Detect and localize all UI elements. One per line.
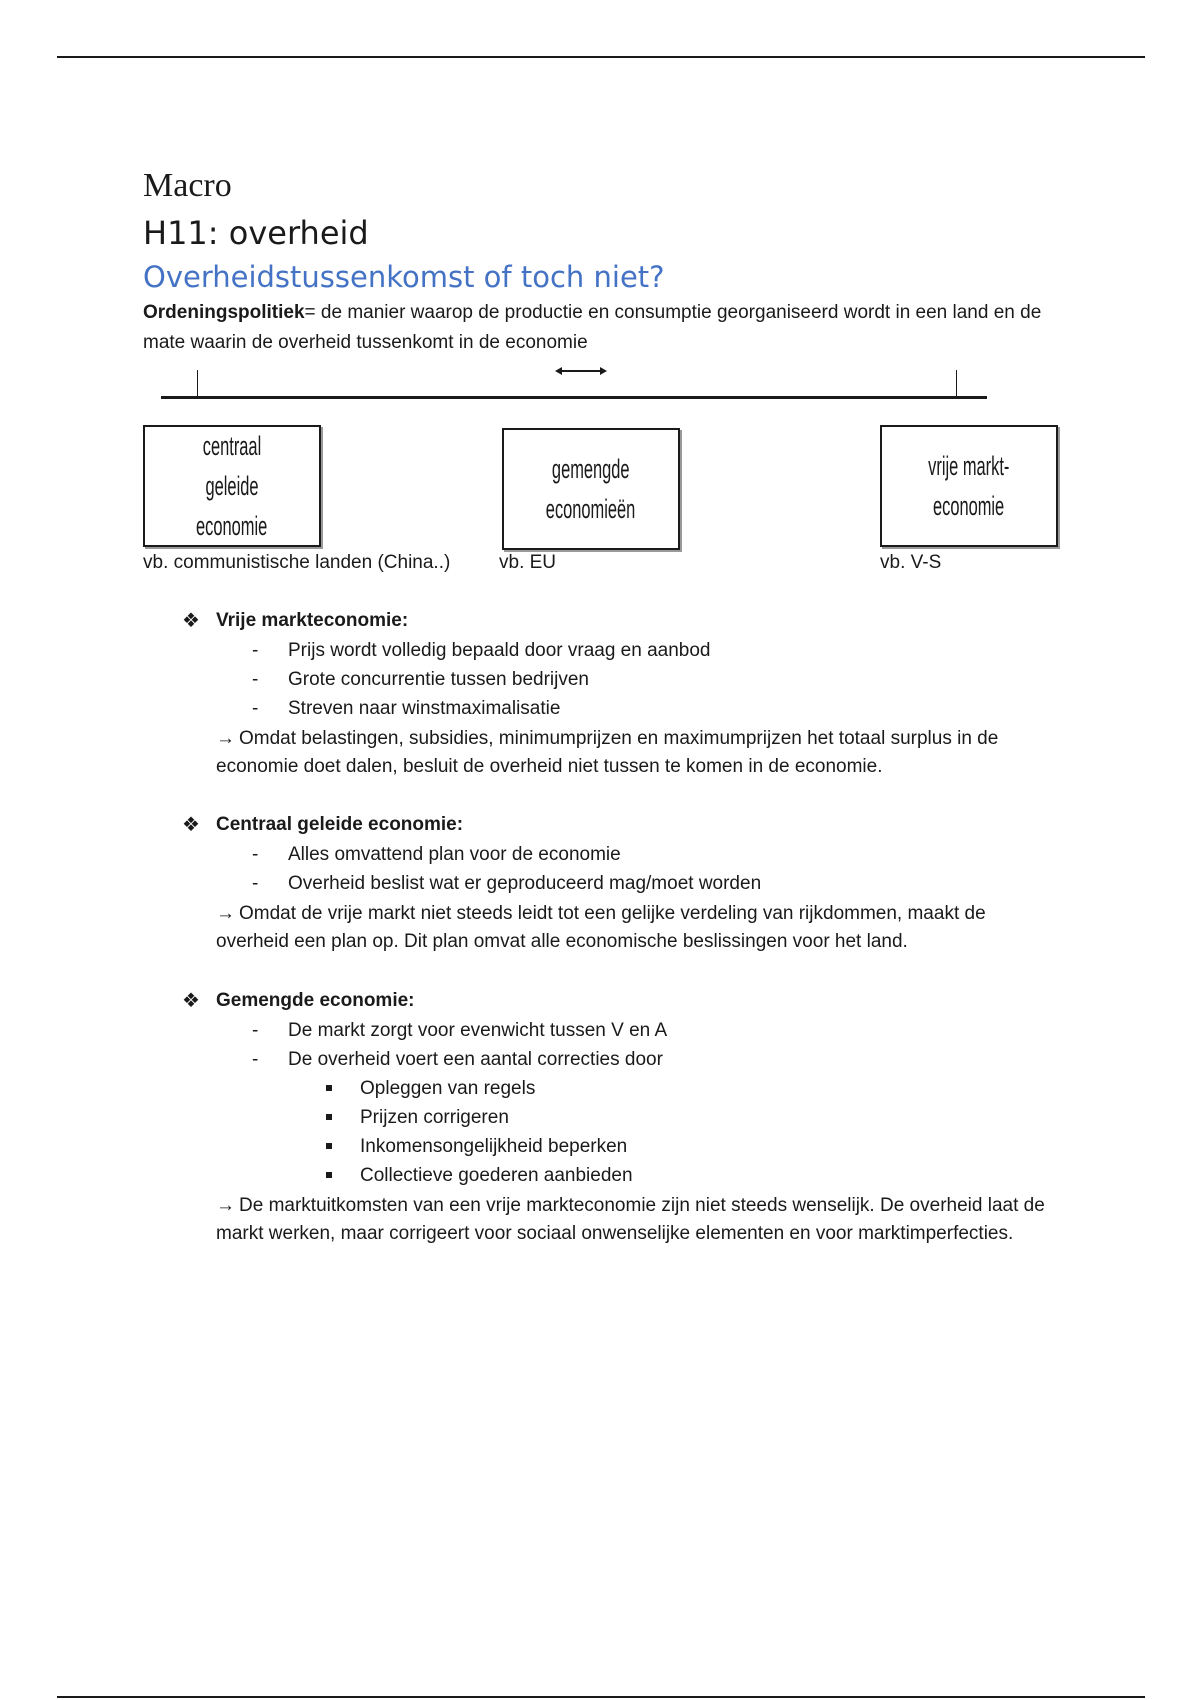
list-item: [180, 869, 1060, 898]
list-item: [180, 636, 1060, 665]
list-item: [180, 665, 1060, 694]
list-item-text: Streven naar winstmaximalisatie: [288, 698, 561, 719]
spectrum-line: [161, 396, 987, 399]
diamond-bullet-icon: ❖: [182, 610, 200, 632]
dash-bullet: -: [252, 1020, 259, 1041]
section-heading: Overheidstussenkomst of toch niet?: [143, 260, 665, 294]
section-conclusion: [216, 725, 1056, 781]
list-item: [180, 840, 1060, 869]
list-item-text: De overheid voert een aantal correcties door: [288, 1049, 663, 1070]
arrow-right-icon: →: [216, 728, 235, 749]
double-arrow-icon: [555, 364, 607, 378]
square-bullet-icon: [326, 1085, 332, 1091]
section-title: Centraal geleide economie:: [216, 814, 464, 835]
section-title: Gemengde economie:: [216, 990, 415, 1011]
box-line: economieën: [546, 494, 636, 524]
sub-list-item-text: Prijzen corrigeren: [360, 1107, 509, 1128]
square-bullet-icon: [326, 1172, 332, 1178]
document-title: Macro: [143, 167, 232, 204]
box-line: centraal geleide: [202, 431, 262, 501]
spectrum-box-gemengd: [502, 428, 680, 550]
sub-list-item-text: Inkomensongelijkheid beperken: [360, 1136, 628, 1157]
definition-term: Ordeningspolitiek: [143, 302, 305, 323]
square-bullet-icon: [326, 1143, 332, 1149]
dash-bullet: -: [252, 640, 259, 661]
list-item-text: Alles omvattend plan voor de economie: [288, 844, 621, 865]
list-item-text: Prijs wordt volledig bepaald door vraag en aanbod: [288, 640, 711, 661]
sub-list-item: [180, 1161, 1060, 1190]
spectrum-tick-left: [197, 370, 198, 396]
dash-bullet: -: [252, 844, 259, 865]
arrow-right-icon: →: [216, 903, 235, 924]
dash-bullet: -: [252, 698, 259, 719]
section-title: Vrije markteconomie:: [216, 610, 409, 631]
box-line: economie: [933, 491, 1005, 521]
section-gemengde-economie: [180, 986, 1060, 1248]
list-item-text: Overheid beslist wat er geproduceerd mag/moet worden: [288, 873, 762, 894]
sub-list-item-text: Opleggen van regels: [360, 1078, 536, 1099]
box-line: vrije markt-: [928, 451, 1010, 481]
list-item-text: De markt zorgt voor evenwicht tussen V en A: [288, 1020, 668, 1041]
list-item: [180, 1045, 1060, 1074]
definition-paragraph: [143, 298, 1063, 358]
definition-text: = de manier waarop de productie en consumptie georganiseerd wordt in een land en de mate waarin de overheid tussenkomt in de economie: [143, 302, 1042, 353]
spectrum-box-vrij: [880, 425, 1058, 547]
sub-list-item: [180, 1074, 1060, 1103]
dash-bullet: -: [252, 873, 259, 894]
header-rule: [57, 56, 1145, 58]
diamond-bullet-icon: ❖: [182, 814, 200, 836]
sub-list-item: [180, 1132, 1060, 1161]
section-conclusion: [216, 1192, 1056, 1248]
section-conclusion: [216, 900, 1056, 956]
example-centraal: vb. communistische landen (China..): [143, 552, 451, 573]
example-vrij: vb. V-S: [880, 552, 942, 573]
diamond-bullet-icon: ❖: [182, 990, 200, 1012]
dash-bullet: -: [252, 669, 259, 690]
dash-bullet: -: [252, 1049, 259, 1070]
spectrum-box-centraal: [143, 425, 321, 547]
arrow-right-icon: →: [216, 1195, 235, 1216]
sub-list-item: [180, 1103, 1060, 1132]
footer-rule: [57, 1696, 1145, 1698]
conclusion-text: Omdat de vrije markt niet steeds leidt tot een gelijke verdeling van rijkdommen, maakt de overheid een plan op. Dit plan omvat alle economische beslissingen voor het land.: [216, 903, 986, 952]
list-item: [180, 1016, 1060, 1045]
list-item-text: Grote concurrentie tussen bedrijven: [288, 669, 589, 690]
conclusion-text: Omdat belastingen, subsidies, minimumprijzen en maximumprijzen het totaal surplus in de economie doet dalen, besluit de overheid niet tussen te komen in de economie.: [216, 728, 999, 777]
sub-list-item-text: Collectieve goederen aanbieden: [360, 1165, 633, 1186]
square-bullet-icon: [326, 1114, 332, 1120]
list-item: [180, 694, 1060, 723]
section-centraal-geleide-economie: [180, 810, 1060, 956]
chapter-heading: H11: overheid: [143, 214, 369, 252]
box-line: economie: [196, 511, 268, 541]
conclusion-text: De marktuitkomsten van een vrije markteconomie zijn niet steeds wenselijk. De overheid laat de markt werken, maar corrigeert voor sociaal onwenselijke elementen en voor marktimperfecties.: [216, 1195, 1045, 1244]
box-line: gemengde: [552, 454, 630, 484]
example-gemengd: vb. EU: [499, 552, 557, 573]
spectrum-tick-right: [956, 370, 957, 396]
section-vrije-markteconomie: [180, 606, 1060, 781]
